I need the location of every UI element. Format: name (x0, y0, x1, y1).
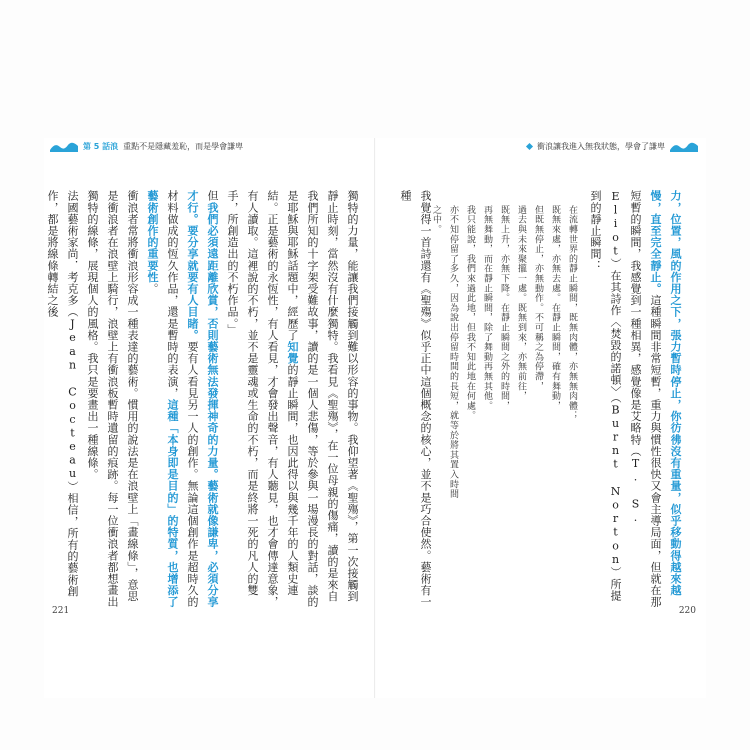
right-running-title: 衝浪讓我進入無我狀態，學會了謙卑 (537, 141, 665, 151)
left-page-number: 221 (52, 606, 70, 616)
left-paragraph-1 (222, 190, 362, 610)
poem-line: 過去與未來聚攏一處。既無到來，亦無前往， (516, 205, 526, 401)
right-page-number: 220 (678, 606, 696, 616)
body-run: 法國藝術家尚．考克多（Jean Cocteau）相信，所有的藝術創作，都是將線條轉結之後 (46, 190, 79, 597)
poem-line: 既無上升，亦無下降。在靜止瞬間之外的時間， (499, 205, 509, 411)
left-paragraph-4 (42, 190, 82, 610)
highlight-run: 力，位置，風的作用之下，張力暫時停止，你彷彿沒有重量，似乎移動得越來越慢，直至完全靜止。 (649, 190, 682, 596)
body-run: 衝浪者常將衝浪形容成一種表達的藝術。慣用的說法是在浪壁上「畫線條」，意思是衝浪者在浪壁上騎行，浪壁上有衝浪板暫時遺留的痕跡。每一位衝浪者都想畫出獨特的線條，展現個人的風格。我只是要畫出一種線條。 (86, 190, 139, 608)
body-run: 但 (206, 190, 219, 202)
poem-line: 既無來處，亦無去處。在靜止瞬間，確有舞動， (550, 205, 560, 411)
highlight-run: 知覺 (286, 340, 299, 365)
right-outro-paragraph: 我覺得一首詩還有《聖殤》似乎正中這個概念的核心，並不是巧合使然。藝術有一種 (399, 190, 432, 608)
left-running-head (50, 140, 243, 152)
left-paragraph-2 (142, 190, 222, 610)
poem-line: 再無舞動，而在靜止瞬間，除了舞動再無其他。 (482, 205, 492, 411)
wave-icon (50, 140, 78, 152)
diamond-bullet-icon (526, 142, 533, 149)
right-outro-text (395, 190, 435, 610)
poem-line: 但既無停止，亦無動作。不可稱之為停滯， (533, 205, 543, 392)
body-run: 的靜止瞬間，也因此得以與幾千年的人類史連結。正是藝術的永恆性，有人看見，才會發出聲音，有人聽見，也才會傳達意象，有人讀取。這裡說的不朽，並不是靈魂或生命的不朽，而是終將一死的凡人的雙手，所創造出的不朽作品。」 (226, 190, 299, 608)
poem-line: 在流轉世界的靜止瞬間，既無肉體，亦無無肉體； (567, 205, 577, 421)
left-paragraph-3 (82, 190, 142, 610)
highlight-run: 我們必須遠距離欣賞，否則藝術無法發揮神奇的力量。藝術就像謙卑，必須分享才行。要分享就要有人目睹。 (186, 190, 219, 608)
right-intro-paragraph (585, 190, 685, 610)
poem-line: 我只能說，我們來過此地，但我不知此地在何處。 (465, 205, 475, 421)
right-intro-text (575, 190, 685, 610)
body-run: 要有人看見另一人的創作。無論這個創作是超時久的材料做成的恆久作品，還是暫時的表演， (166, 190, 199, 608)
body-run: 獨特的力量，能讓我們接觸到難以形容的事物。我仰望著《聖殤》，第一次接觸到靜止時刻，當然沒有什麼獨特。我看見《聖殤》，在一位母親的傷痛，讀的是來自我們所知的十字架受難故事，讀的是一個人悲傷，等於參與一場漫長的對話，談的是耶穌與耶穌話題中，經歷了 (286, 190, 359, 608)
right-running-head (527, 140, 698, 152)
body-run: 。 (146, 282, 159, 295)
wave-icon (670, 140, 698, 152)
left-body-text (46, 190, 362, 610)
poem-line: 亦不知停留了多久，因為說出停留時間的長短，就等於將其置入時間之中。 (431, 205, 458, 499)
chapter-label: 第 5 話浪 (83, 141, 119, 151)
body-run: 這種瞬間非常短暫，重力與慣性很快又會主導局面，但就在那短暫的瞬間，我感覺到一種相異，感覺像是艾略特（T. S. Eliot）在其詩作〈焚毀的諾頓〉（Burnt Norton）所提到的靜止瞬間： (589, 190, 662, 608)
poem-block (431, 205, 580, 505)
highlight-run: 這種「本身即是目的」的特質，也增添了藝術創作的重要性 (146, 190, 179, 608)
left-running-title: 重點不是隱藏羞恥，而是學會謙卑 (123, 141, 244, 151)
